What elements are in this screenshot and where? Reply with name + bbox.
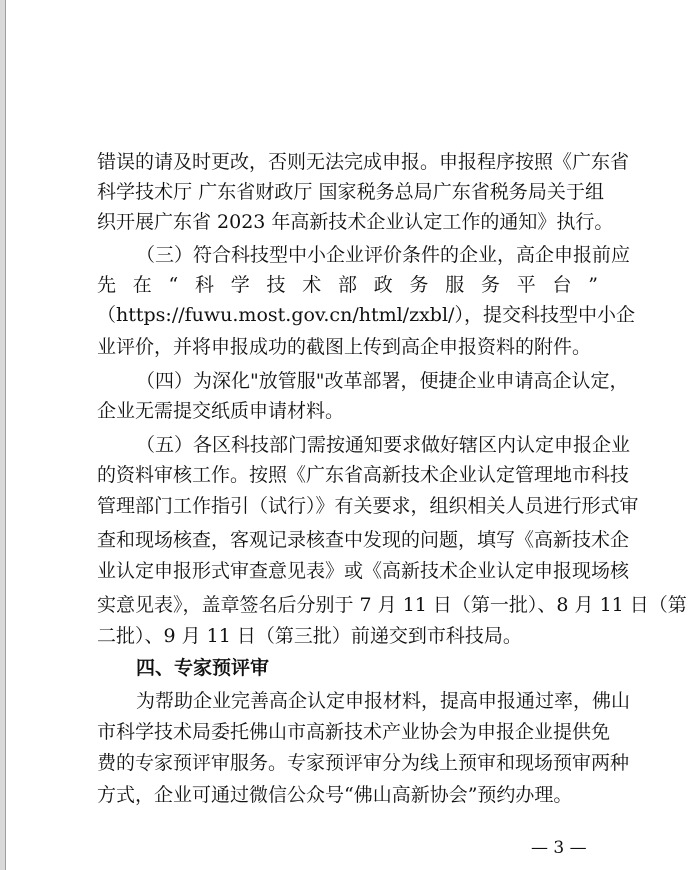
text-line: 科学技术厅 广东省财政厅 国家税务总局广东省税务局关于组 <box>97 181 604 203</box>
text-line: 先在“科学技术部政务服务平台” <box>97 274 604 296</box>
page-number: — 3 — <box>531 838 587 858</box>
text-line: 企业无需提交纸质申请材料。 <box>97 400 345 422</box>
text-line: （三）符合科技型中小企业评价条件的企业，高企申报前应 <box>136 244 631 266</box>
text-line: 的资料审核工作。按照《广东省高新技术企业认定管理地市科技 <box>97 464 630 486</box>
text-line: 为帮助企业完善高企认定申报材料，提高申报通过率，佛山 <box>136 690 631 712</box>
text-line: 方式，企业可通过微信公众号“佛山高新协会”预约办理。 <box>97 784 573 806</box>
text-line: 管理部门工作指引（试行）》有关要求，组织相关人员进行形式审 <box>97 495 639 517</box>
text-line: （https://fuwu.most.gov.cn/html/zxbl/），提交科技型中小企 <box>97 304 635 326</box>
text-line: 业评价，并将申报成功的截图上传到高企申报资料的附件。 <box>97 336 592 358</box>
section-heading: 四、专家预评审 <box>136 657 270 679</box>
text-line: 实意见表》，盖章签名后分别于 7 月 11 日（第一批）、8 月 11 日（第 <box>97 594 687 616</box>
text-line: 二批）、9 月 11 日（第三批）前递交到市科技局。 <box>97 625 522 647</box>
text-line: 业认定申报形式审查意见表》或《高新技术企业认定申报现场核 <box>97 560 630 582</box>
text-line: 市科学技术局委托佛山市高新技术产业协会为申报企业提供免 <box>97 721 611 743</box>
text-line: 费的专家预评审服务。专家预评审分为线上预审和现场预审两种 <box>97 752 630 774</box>
text-line: （四）为深化"放管服"改革部署，便捷企业申请高企认定， <box>136 370 629 392</box>
text-line: 错误的请及时更改，否则无法完成申报。申报程序按照《广东省 <box>97 151 630 173</box>
text-line: 织开展广东省 2023 年高新技术企业认定工作的通知》执行。 <box>97 211 614 233</box>
text-line: （五）各区科技部门需按通知要求做好辖区内认定申报企业 <box>136 434 631 456</box>
text-line: 查和现场核查，客观记录核查中发现的问题，填写《高新技术企 <box>97 529 630 551</box>
